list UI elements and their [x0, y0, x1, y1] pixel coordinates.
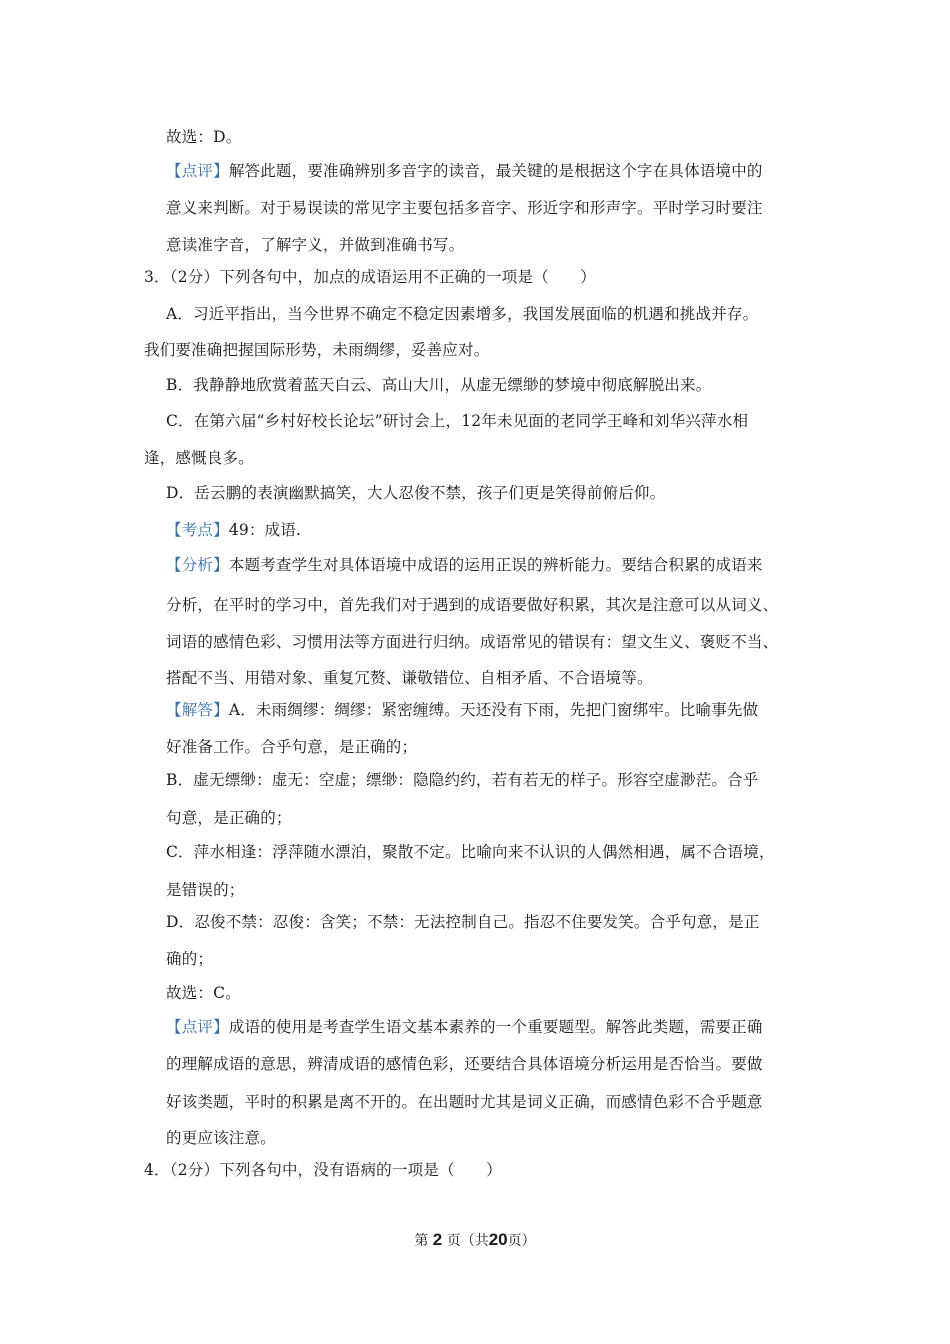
analysis-text: 本题考查学生对具体语境中成语的运用正误的辨析能力。要结合积累的成语来: [228, 556, 763, 574]
text-line: D．忍俊不禁：忍俊：含笑；不禁：无法控制自己。指忍不住要发笑。合乎句意，是正: [166, 913, 760, 931]
text-line: B．虚无缥缈：虚无：空虚；缥缈：隐隐约约，若有若无的样子。形容空虚渺茫。合乎: [166, 771, 759, 789]
option-a: A．习近平指出，当今世界不确定不稳定因素增多，我国发展面临的机遇和挑战并存。: [166, 305, 759, 323]
question-4-title: 4．（2分）下列各句中，没有语病的一项是（ ）: [144, 1161, 502, 1179]
analysis-tag: 【分析】: [166, 556, 229, 574]
text-line: 好准备工作。合乎句意，是正确的；: [166, 738, 418, 756]
text-line: 是错误的；: [166, 881, 245, 899]
text-line: 逢，感慨良多。: [144, 449, 254, 467]
text-line: 好该类题，平时的积累是离不开的。在出题时尤其是词义正确，而感情色彩不合乎题意: [166, 1093, 763, 1111]
text-line: 分析，在平时的学习中，首先我们对于遇到的成语要做好积累，其次是注意可以从词义、: [166, 596, 779, 614]
text-line: [166, 700, 758, 720]
comment-tag: 【点评】: [166, 1018, 229, 1036]
text-line: 我们要准确把握国际形势，未雨绸缪，妥善应对。: [144, 341, 490, 359]
kaodian-text: 49：成语.: [228, 521, 302, 539]
text-line: 故选：D。: [166, 128, 242, 146]
footer-prefix: 第: [414, 1233, 429, 1249]
page-footer: [0, 1230, 950, 1251]
text-line: [166, 520, 301, 540]
text-line: [166, 1017, 763, 1037]
kaodian-tag: 【考点】: [166, 521, 229, 539]
option-d: D．岳云鹏的表演幽默搞笑，大人忍俊不禁，孩子们更是笑得前俯后仰。: [166, 484, 666, 502]
text-line: 的理解成语的意思，辨清成语的感情色彩，还要结合具体语境分析运用是否恰当。要做: [166, 1055, 763, 1073]
text-line: 词语的感情色彩、习惯用法等方面进行归纳。成语常见的错误有：望文生义、褒贬不当、: [166, 633, 779, 651]
comment-text: 成语的使用是考查学生语文基本素养的一个重要题型。解答此类题，需要正确: [228, 1018, 763, 1036]
option-c: C．在第六届“乡村好校长论坛”研讨会上，12年未见面的老同学王峰和刘华兴萍水相: [166, 412, 749, 430]
answer-text: A．未雨绸缪：绸缪：紧密缠缚。天还没有下雨，先把门窗绑牢。比喻事先做: [228, 701, 759, 719]
text-line: C．萍水相逢：浮萍随水漂泊，聚散不定。比喻向来不认识的人偶然相遇，属不合语境，: [166, 843, 775, 861]
answer-tag: 【解答】: [166, 701, 229, 719]
text-line: 确的；: [166, 950, 214, 968]
page-total: 20: [488, 1230, 508, 1249]
comment-text: 解答此题，要准确辨别多音字的读音，最关键的是根据这个字在具体语境中的: [228, 162, 763, 180]
text-line: 句意，是正确的；: [166, 809, 292, 827]
option-b: B．我静静地欣赏着蓝天白云、高山大川，从虚无缥缈的梦境中彻底解脱出来。: [166, 376, 712, 394]
text-line: [166, 555, 763, 575]
page-number: 2: [432, 1230, 443, 1249]
text-line: 故选：C。: [166, 984, 241, 1002]
footer-suffix: 页）: [507, 1233, 536, 1249]
text-line: 意义来判断。对于易误读的常见字主要包括多音字、形近字和形声字。平时学习时要注: [166, 199, 763, 217]
text-line: 意读准字音，了解字义，并做到准确书写。: [166, 236, 465, 254]
text-line: [166, 161, 763, 181]
text-line: 搭配不当、用错对象、重复冗赘、谦敬错位、自相矛盾、不合语境等。: [166, 669, 653, 687]
text-line: 的更应该注意。: [166, 1129, 276, 1147]
question-3-title: 3．（2分）下列各句中，加点的成语运用不正确的一项是（ ）: [144, 268, 596, 286]
comment-tag: 【点评】: [166, 162, 229, 180]
footer-mid: 页（共: [446, 1233, 489, 1249]
